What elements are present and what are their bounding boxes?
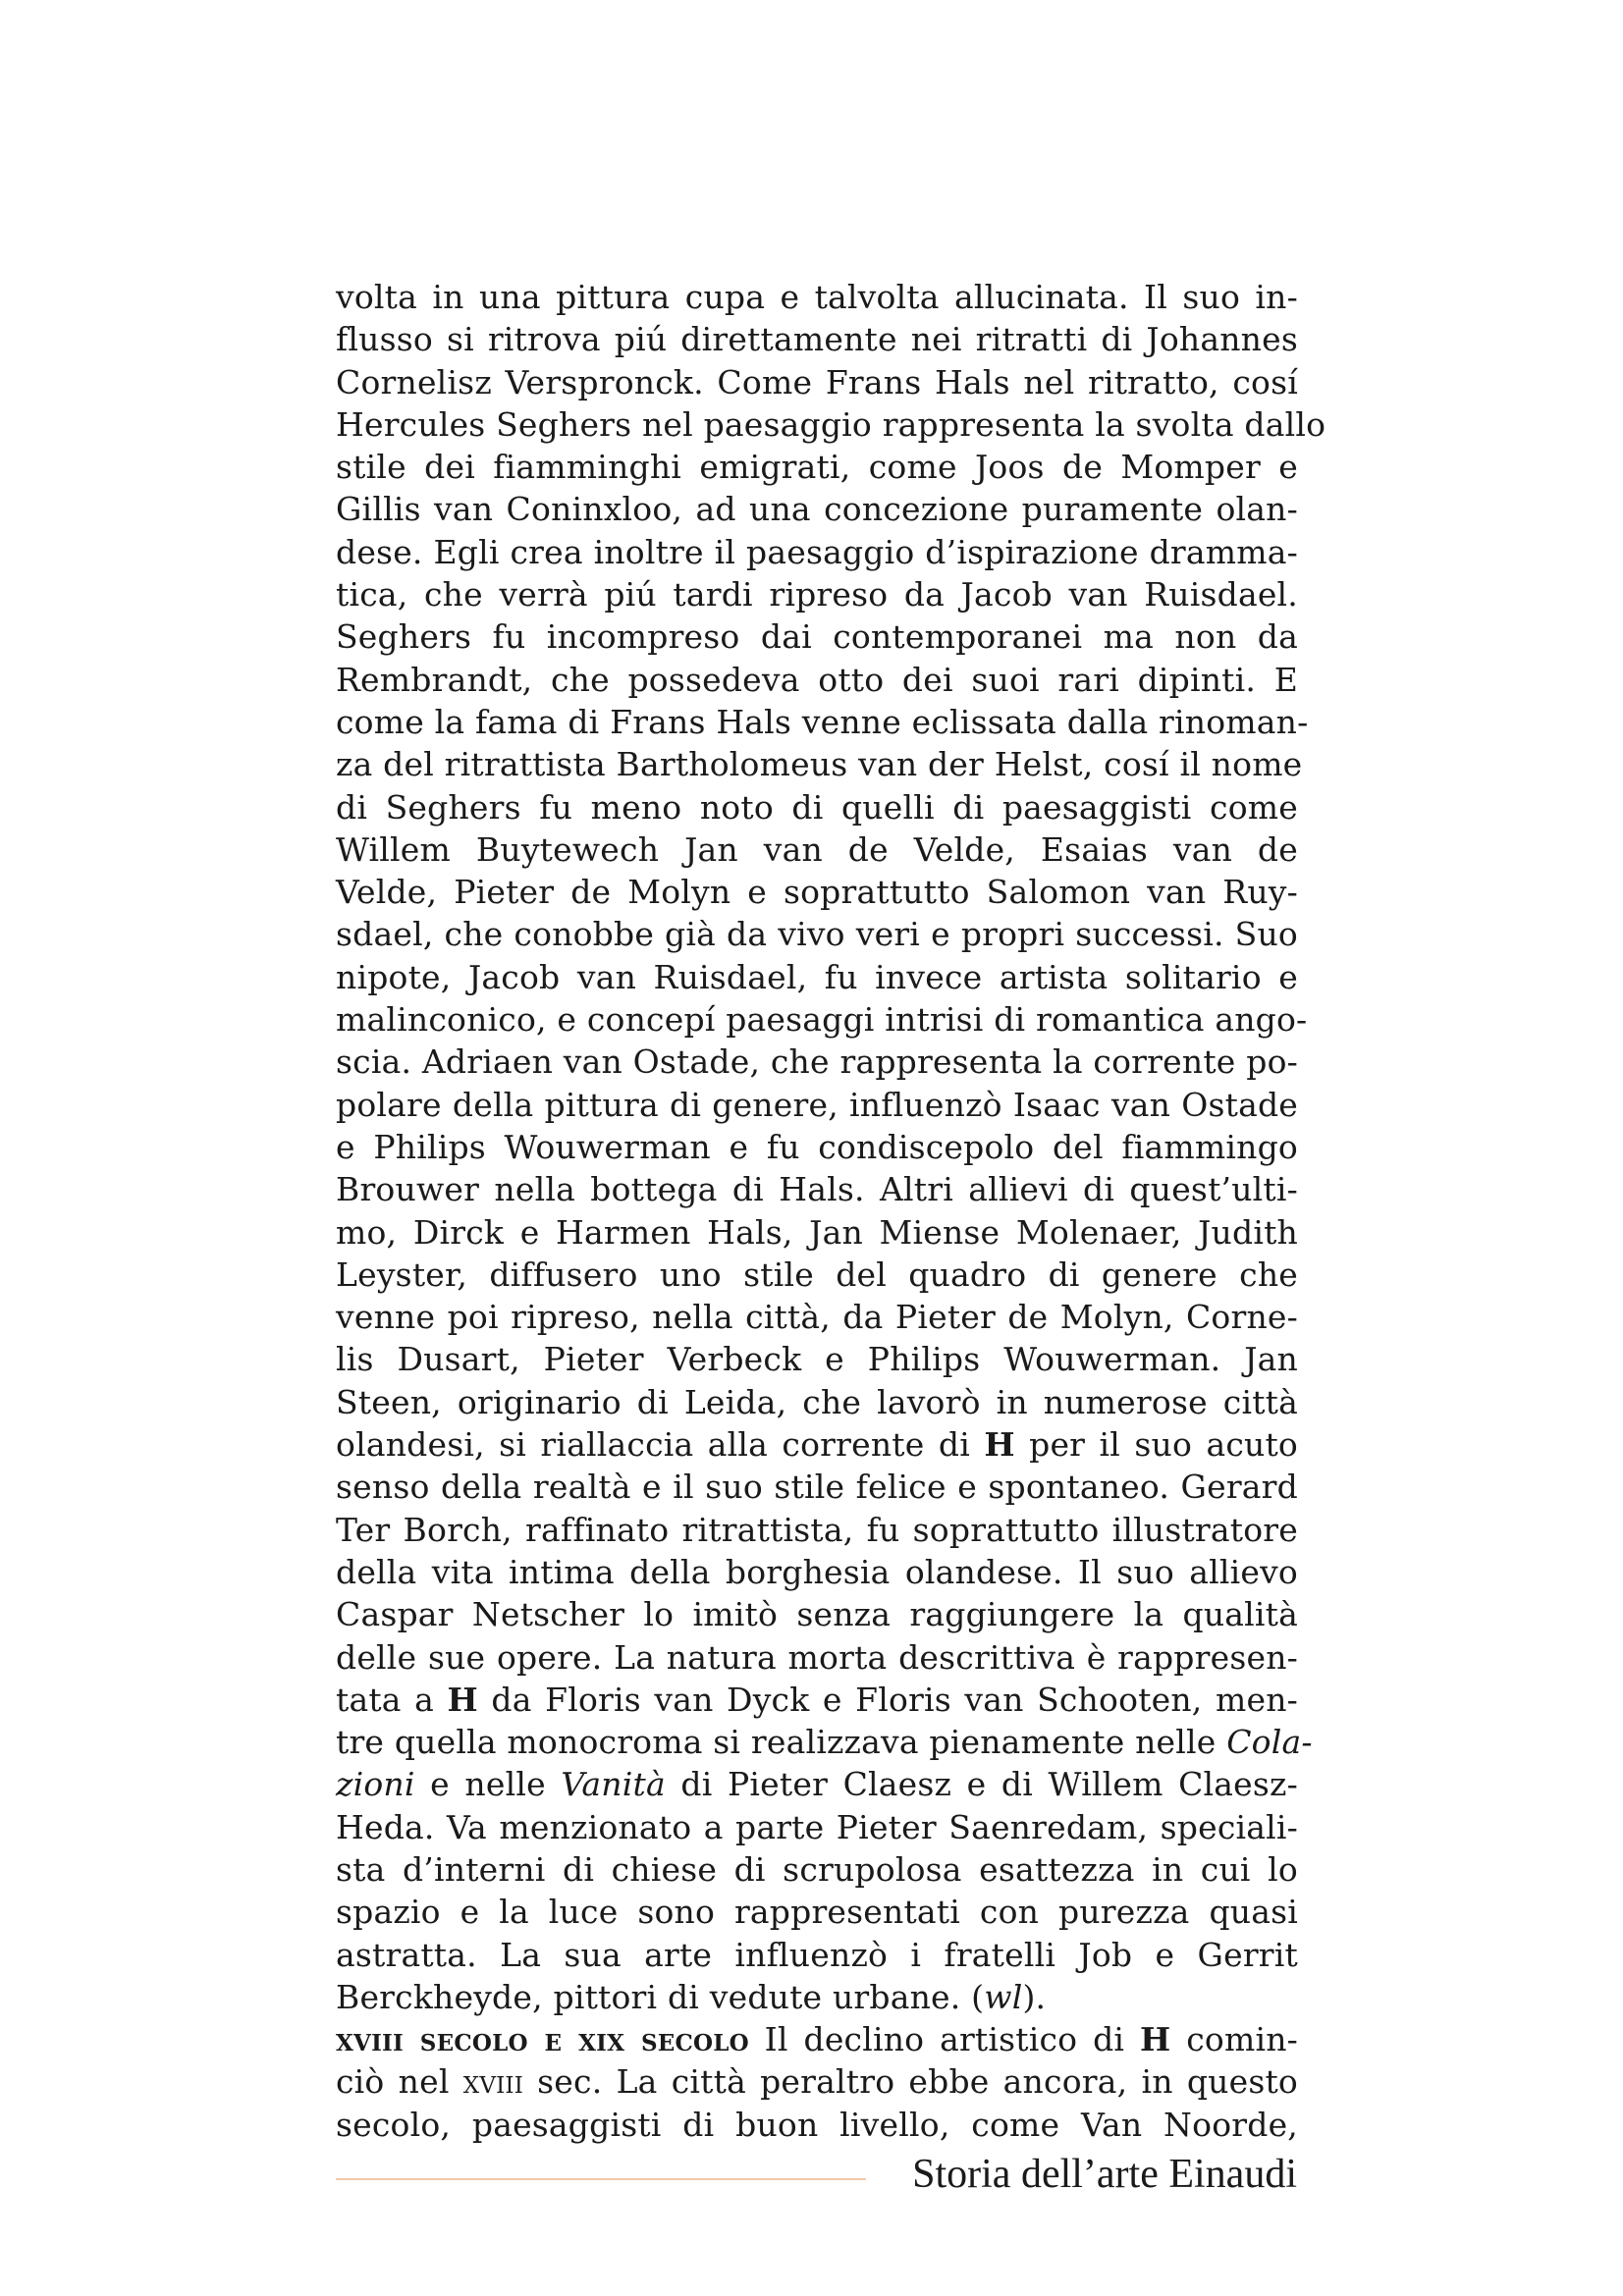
footer-title: Storia dell’arte Einaudi: [912, 2152, 1297, 2197]
text-line: tre quella monocroma si realizzava pienamente nelle Cola-: [336, 1723, 1313, 1762]
text-line: zioni e nelle Vanità di Pieter Claesz e di Willem Claesz-: [336, 1765, 1298, 1804]
text-line: tata a H da Floris van Dyck e Floris van Schooten, men-: [336, 1680, 1298, 1719]
text-line: malinconico, e concepí paesaggi intrisi di romantica ango-: [336, 1000, 1308, 1040]
text-line: za del ritrattista Bartholomeus van der Helst, cosí il nome: [336, 745, 1303, 784]
text-line: sdael, che conobbe già da vivo veri e propri successi. Suo: [336, 915, 1298, 954]
section-heading-line: xviii secolo e xix secolo Il declino artistico di H comin-: [336, 2020, 1299, 2059]
text-line: della vita intima della borghesia olandese. Il suo allievo: [336, 1552, 1298, 1591]
text-line: sta d’interni di chiese di scrupolosa esattezza in cui lo: [336, 1849, 1298, 1889]
text-line: Steen, originario di Leida, che lavorò in numerose città: [336, 1382, 1298, 1421]
footer-rule: [336, 2178, 866, 2180]
text-line: Berckheyde, pittori di vedute urbane. (wl).: [336, 1977, 1047, 2016]
text-line: ciò nel xviii sec. La città peraltro ebbe ancora, in questo: [336, 2062, 1298, 2102]
text-line: astratta. La sua arte influenzò i fratelli Job e Gerrit: [336, 1935, 1298, 1974]
text-line: Ter Borch, raffinato ritrattista, fu soprattutto illustratore: [336, 1510, 1298, 1549]
text-line: Velde, Pieter de Molyn e soprattutto Salomon van Ruy-: [336, 873, 1298, 912]
text-line: Willem Buytewech Jan van de Velde, Esaias van de: [336, 829, 1298, 869]
text-line: Rembrandt, che possedeva otto dei suoi rari dipinti. E: [336, 660, 1298, 699]
text-line: Cornelisz Verspronck. Come Frans Hals nel ritratto, cosí: [336, 362, 1298, 401]
text-line: scia. Adriaen van Ostade, che rappresenta la corrente po-: [336, 1042, 1298, 1082]
text-line: Caspar Netscher lo imitò senza raggiungere la qualità: [336, 1595, 1298, 1634]
text-line: secolo, paesaggisti di buon livello, come Van Noorde,: [336, 2105, 1298, 2144]
text-line: Gillis van Coninxloo, ad una concezione puramente olan-: [336, 490, 1298, 529]
text-line: dese. Egli crea inoltre il paesaggio d’ispirazione dramma-: [336, 532, 1298, 571]
text-line: Seghers fu incompreso dai contemporanei ma non da: [336, 617, 1298, 657]
text-line: stile dei fiamminghi emigrati, come Joos de Momper e: [336, 448, 1298, 487]
text-line: Heda. Va menzionato a parte Pieter Saenredam, speciali-: [336, 1807, 1298, 1846]
section-heading: xviii secolo e xix secolo: [336, 2020, 749, 2059]
text-line: venne poi ripreso, nella città, da Pieter de Molyn, Corne-: [336, 1298, 1298, 1337]
text-line: mo, Dirck e Harmen Hals, Jan Miense Molenaer, Judith: [336, 1212, 1298, 1252]
text-line: flusso si ritrova piú direttamente nei ritratti di Johannes: [336, 320, 1298, 359]
text-line: Leyster, diffusero uno stile del quadro di genere che: [336, 1255, 1298, 1294]
text-line: volta in una pittura cupa e talvolta allucinata. Il suo in-: [336, 278, 1298, 316]
text-line: spazio e la luce sono rappresentati con purezza quasi: [336, 1893, 1298, 1932]
text-line: olandesi, si riallaccia alla corrente di H per il suo acuto: [336, 1425, 1298, 1465]
text-line: di Seghers fu meno noto di quelli di paesaggisti come: [336, 787, 1298, 827]
text-line: e Philips Wouwerman e fu condiscepolo del fiammingo: [336, 1127, 1298, 1166]
text-line: senso della realtà e il suo stile felice e spontaneo. Gerard: [336, 1468, 1298, 1507]
text-line: tica, che verrà piú tardi ripreso da Jacob van Ruisdael.: [336, 575, 1298, 614]
text-line: nipote, Jacob van Ruisdael, fu invece artista solitario e: [336, 957, 1298, 996]
text-line: come la fama di Frans Hals venne eclissata dalla rinoman-: [336, 702, 1309, 741]
text-line: polare della pittura di genere, influenzò Isaac van Ostade: [336, 1085, 1298, 1124]
text-line: delle sue opere. La natura morta descrittiva è rappresen-: [336, 1637, 1298, 1677]
text-line: Hercules Seghers nel paesaggio rappresenta la svolta dallo: [336, 404, 1326, 444]
main-text: [336, 276, 1326, 2146]
text-line: lis Dusart, Pieter Verbeck e Philips Wouwerman. Jan: [336, 1340, 1298, 1379]
text-line: Brouwer nella bottega di Hals. Altri allievi di quest’ulti-: [336, 1170, 1298, 1209]
